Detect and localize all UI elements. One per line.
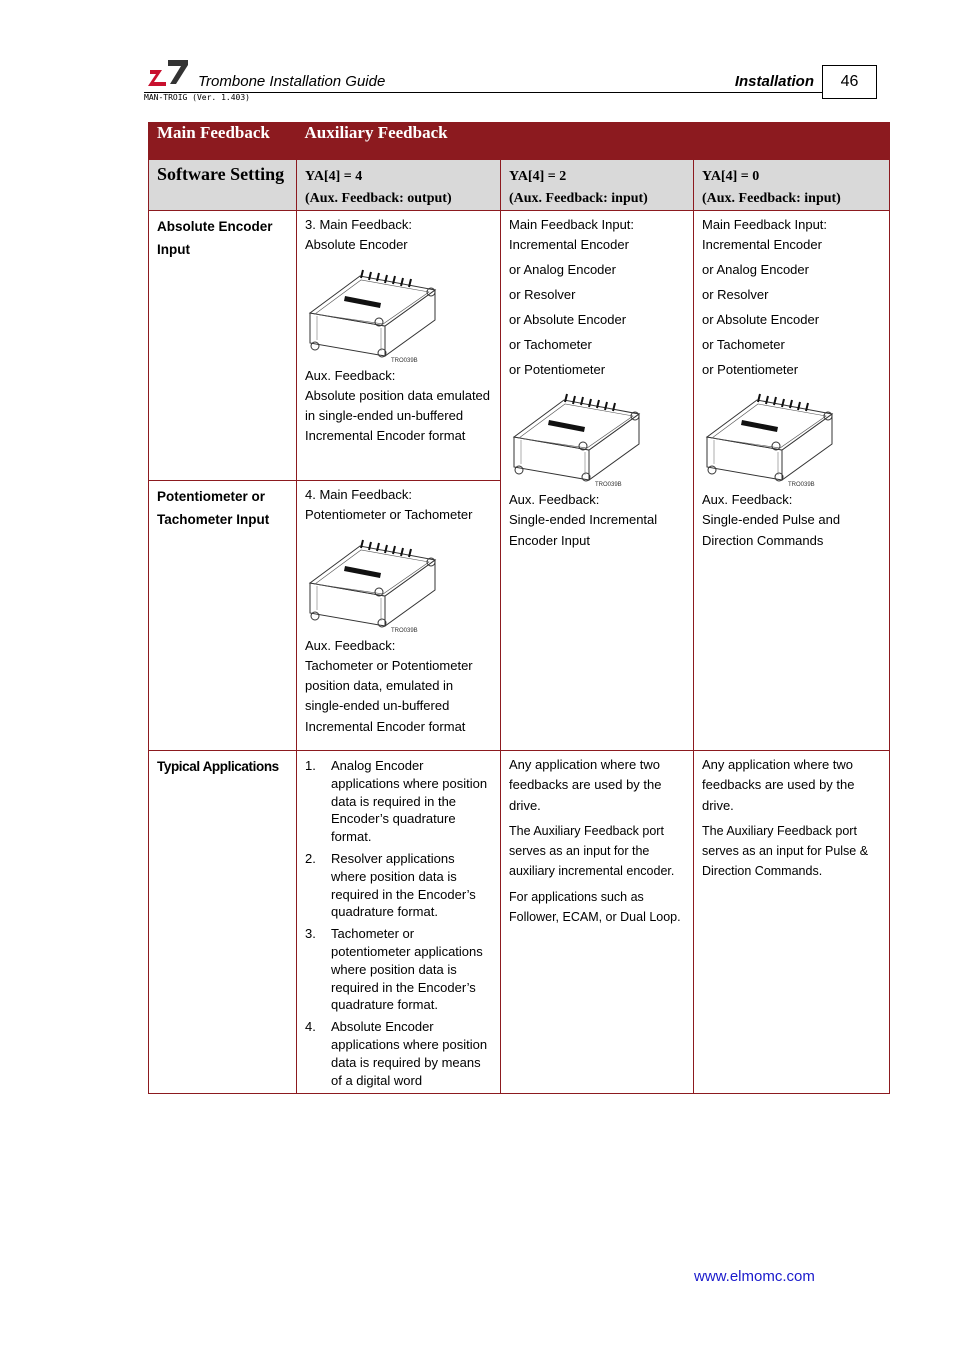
- absolute-col1: [297, 211, 501, 481]
- setting-note: (Aux. Feedback: input): [509, 191, 648, 206]
- feedback-option: or Resolver: [702, 287, 769, 303]
- column-header-1: [297, 160, 501, 211]
- setting-note: (Aux. Feedback: input): [702, 191, 841, 206]
- row-label-potentiometer: Potentiometer or Tachometer Input: [149, 481, 297, 751]
- drive-illustration: [702, 382, 837, 488]
- drive-tag: TRO039B: [788, 482, 815, 489]
- list-item: 4. Absolute Encoder applications where position data is required by means of a digital word: [305, 1019, 488, 1088]
- setting-value: YA[4] = 4: [305, 169, 363, 184]
- elmo-logo: [148, 58, 190, 88]
- application-text: Any application where two feedbacks are used by the drive.: [509, 757, 662, 813]
- applications-col1: [297, 751, 501, 1094]
- section-name: Installation: [734, 73, 814, 90]
- merged-col2: [501, 211, 694, 751]
- main-feedback-line: 3. Main Feedback:: [305, 217, 412, 232]
- application-text: Any application where two feedbacks are used by the drive.: [702, 757, 855, 813]
- drive-illustration: [305, 258, 440, 364]
- page-number: 46: [822, 65, 877, 99]
- setting-value: YA[4] = 2: [509, 169, 567, 184]
- setting-value: YA[4] = 0: [702, 169, 760, 184]
- application-text: The Auxiliary Feedback port serves as an input for the auxiliary incremental encoder.: [509, 823, 675, 879]
- feedback-option: or Tachometer: [509, 336, 592, 352]
- aux-feedback-heading: Aux. Feedback:: [305, 367, 396, 383]
- column-header-2: [501, 160, 694, 211]
- column-header-3: [694, 160, 890, 211]
- guide-title: Trombone Installation Guide: [198, 73, 386, 90]
- aux-feedback-heading: Aux. Feedback:: [509, 492, 600, 508]
- feedback-option: or Potentiometer: [509, 361, 606, 377]
- applications-list: [305, 757, 492, 1089]
- drive-tag: TRO039B: [391, 357, 418, 364]
- feedback-option: or Absolute Encoder: [509, 311, 627, 327]
- feedback-option: or Analog Encoder: [509, 262, 616, 278]
- feedback-option: or Potentiometer: [702, 361, 799, 377]
- aux-feedback-text: Absolute position data emulated in single-ended un-buffered Incremental Encoder format: [305, 387, 491, 444]
- aux-feedback-text: Tachometer or Potentiometer position data, emulated in single-ended un-buffered Incremental Encoder format: [305, 657, 473, 734]
- drive-tag: TRO039B: [595, 482, 622, 489]
- feedback-table: [148, 122, 890, 1094]
- main-feedback-line: 4. Main Feedback:: [305, 487, 412, 502]
- row-label-applications: Typical Applications: [149, 751, 297, 1094]
- application-text: For applications such as Follower, ECAM, or Dual Loop.: [509, 889, 681, 925]
- main-feedback-input-heading: Main Feedback Input:: [702, 217, 828, 232]
- row-label-absolute: Absolute Encoder Input: [149, 211, 297, 481]
- potentiometer-col1: [297, 481, 501, 751]
- software-setting-label: Software Setting: [157, 164, 285, 184]
- aux-feedback-heading: Aux. Feedback:: [305, 637, 396, 653]
- drive-illustration: [509, 382, 644, 488]
- applications-col2: [501, 751, 694, 1094]
- merged-col3: [694, 211, 890, 751]
- list-item: 1. Analog Encoder applications where position data is required in the Encoder’s quadrature format.: [305, 758, 488, 845]
- list-item: 2. Resolver applications where position data is required in the Encoder’s quadrature format.: [305, 850, 476, 920]
- website-link[interactable]: www.elmomc.com: [694, 1268, 815, 1285]
- feedback-option: Incremental Encoder: [702, 237, 822, 253]
- application-text: The Auxiliary Feedback port serves as an input for Pulse & Direction Commands.: [702, 823, 869, 879]
- main-feedback-input-heading: Main Feedback Input:: [509, 217, 635, 232]
- aux-feedback-text: Single-ended Incremental Encoder Input: [509, 512, 658, 548]
- list-item: 3. Tachometer or potentiometer applications where position data is required in the Encoder’s quadrature format.: [305, 926, 483, 1013]
- software-setting-cell: [149, 160, 297, 211]
- drive-illustration: [305, 528, 440, 634]
- aux-feedback-heading: Aux. Feedback:: [702, 492, 793, 508]
- applications-col3: [694, 751, 890, 1094]
- feedback-option: or Absolute Encoder: [702, 311, 820, 327]
- feedback-option: or Tachometer: [702, 336, 785, 352]
- drive-tag: TRO039B: [391, 627, 418, 634]
- setting-note: (Aux. Feedback: output): [305, 191, 452, 206]
- main-feedback-header: Main Feedback: [149, 123, 297, 160]
- feedback-option: Incremental Encoder: [509, 237, 629, 253]
- aux-feedback-text: Single-ended Pulse and Direction Commands: [702, 512, 841, 548]
- main-feedback-type: Potentiometer or Tachometer: [305, 507, 473, 523]
- document-id: MAN-TROIG (Ver. 1.403): [144, 93, 250, 102]
- main-feedback-type: Absolute Encoder: [305, 237, 408, 253]
- feedback-option: or Analog Encoder: [702, 262, 809, 278]
- aux-feedback-header: Auxiliary Feedback: [297, 123, 890, 160]
- feedback-option: or Resolver: [509, 287, 576, 303]
